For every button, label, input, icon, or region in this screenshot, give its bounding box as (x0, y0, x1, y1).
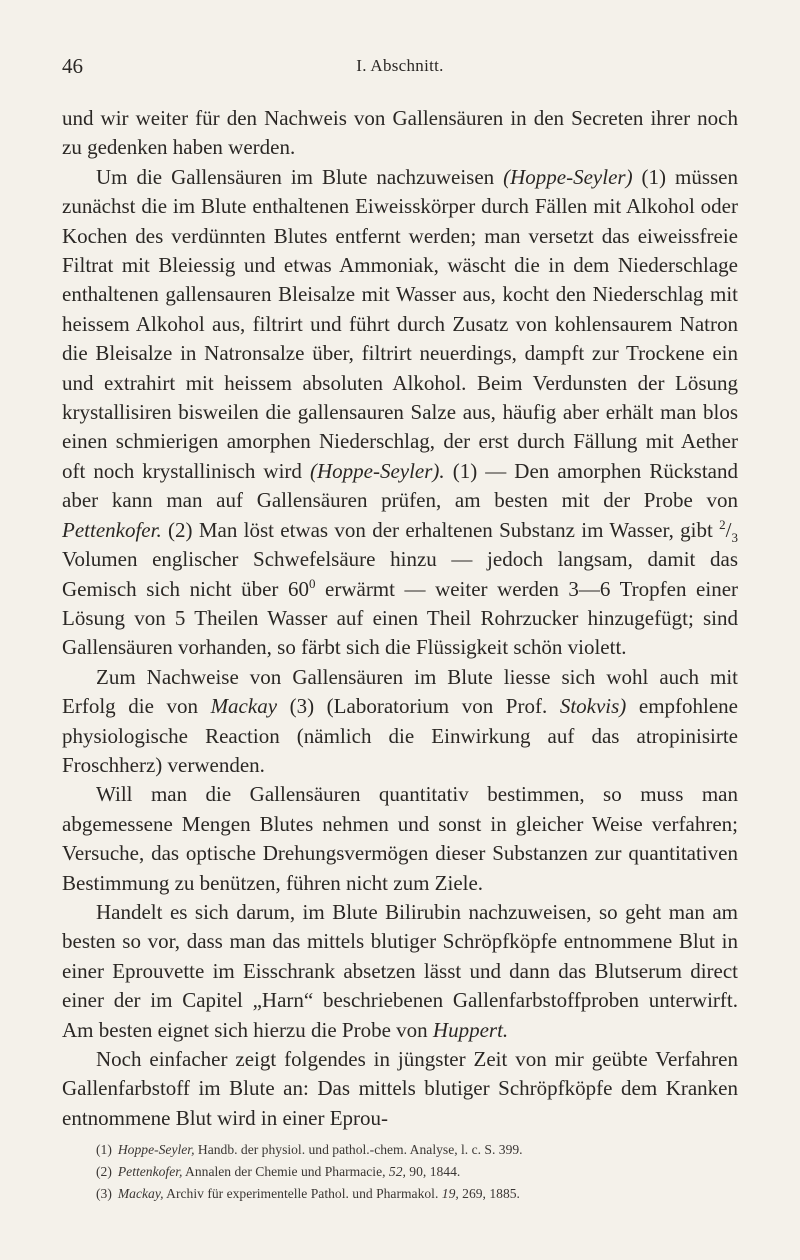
citation-pettenkofer: Pettenkofer. (62, 517, 162, 542)
footnote-label: (1) (96, 1142, 112, 1158)
paragraph-5 (62, 898, 738, 1045)
running-head: I. Abschnitt. (356, 56, 444, 75)
text-run: (1) — Den amorphen Rückstand aber kann man auf Gallensäuren prüfen, am besten mit der Probe von (62, 458, 738, 513)
paragraph-6: Noch einfacher zeigt folgendes in jüngster Zeit von mir geübte Verfahren Gallenfarbstoff im Blute an: Das mittels blutiger Schröpfköpfe dem Kranken entnommene Blut wird in einer Eprou- (62, 1047, 738, 1130)
text-run: (2) Man löst etwas von der erhaltenen Substanz im Wasser, gibt (161, 517, 720, 542)
footnote-label: (3) (96, 1186, 112, 1202)
footnote-1 (62, 1139, 738, 1161)
degree-mark: 0 (308, 575, 316, 591)
body-text (62, 104, 738, 1133)
text-run: empfohlene physiologische Reaction (nämlich die Einwirkung auf das atropinisirte Froschherz) verwenden. (62, 694, 739, 777)
citation-stokvis: Stokvis) (559, 694, 627, 719)
footnote-author: Mackay, (117, 1186, 164, 1202)
footnote-rest: 90, 1844. (405, 1164, 461, 1180)
page-number: 46 (62, 54, 83, 78)
citation-mackay: Mackay (210, 694, 278, 719)
citation-hoppe-seyler-2: (Hoppe-Seyler). (309, 458, 445, 483)
paragraph-3 (62, 663, 738, 781)
footnote-label: (2) (96, 1164, 112, 1180)
footnote-rest: 269, 1885. (458, 1186, 520, 1202)
book-page (62, 54, 738, 1205)
footnote-3 (62, 1183, 738, 1205)
text-run: erwärmt — weiter werden 3—6 Tropfen einer Lösung von 5 Theilen Wasser auf einen Theil Rohrzucker hinzugefügt; sind Gallensäuren vorhanden, so färbt sich die Flüssigkeit schön violett. (62, 576, 739, 660)
paragraph-4: Will man die Gallensäuren quantitativ bestimmen, so muss man abgemessene Mengen Blutes nehmen und sonst in gleicher Weise verfahren; Versuche, das optische Drehungsvermögen dieser Substanzen zur quantitativen Bestimmung zu benützen, führen nicht zum Ziele. (62, 782, 738, 895)
text-run: Handelt es sich darum, im Blute Bilirubin nachzuweisen, so geht man am besten so vor, dass man das mittels blutiger Schröpfköpfe entnommene Blut in einer Eprouvette im Eisschrank absetzen lässt und dann das Blutserum direct einer der im Capitel „Harn“ beschriebenen Gallenfarbstoffproben unterwirft. Am besten eignet sich hierzu die Probe von (62, 899, 738, 1042)
paragraph-2: Um die Gallensäuren im Blute nachzuweisen (Hoppe-Seyler) (1) müssen zunächst die im Blute enthaltenen Eiweisskörper durch Fällen mit Alkohol oder Kochen des verdünnten Blutes entfernt werden; man versetzt das eiweissfreie Filtrat mit Bleiessig und etwas Ammoniak, wäscht die in dem Niederschlage enthaltenen gallensauren Bleisalze mit Wasser aus, kocht den Niederschlag mit heissem Alkohol aus, filtrirt und führt durch Zusatz von kohlensaurem Natron die Bleisalze in Natronsalze über, filtrirt neuerdings, dampft zur Trockene ein und extrahirt mit heissem absoluten Alkohol. Beim Verdunsten der Lösung krystallisiren bisweilen die gallensauren Salze aus, häufig aber erhält man blos einen schmierigen amorphen Niederschlag, der erst durch Fällung mit Aether oft noch krystallinisch wird (Hoppe-Seyler). (1) — Den amorphen Rückstand aber kann man auf Gallensäuren prüfen, am besten mit der Probe von Pettenkofer. (2) Man löst etwas von der erhaltenen Substanz im Wasser, gibt $^2/_3$ Volumen englischer Schwefelsäure hinzu — jedoch langsam, damit das Gemisch sich nicht über $60^0$ erwärmt — weiter werden 3—6 Tropfen einer Lösung von 5 Theilen Wasser auf einen Theil Rohrzucker hinzugefügt; sind Gallensäuren vorhanden, so färbt sich die Flüssigkeit schön violett. (62, 164, 739, 660)
text-run: Volumen englischer Schwefelsäure hinzu — jedoch langsam, damit das Gemisch sich nicht über 60 (62, 547, 738, 601)
footnote-2 (62, 1161, 738, 1183)
footnote-volume: 19, (441, 1186, 459, 1202)
footnote-text: Archiv für experimentelle Pathol. und Pharmakol. (163, 1186, 442, 1202)
footnote-volume: 52, (388, 1164, 406, 1180)
fraction-denominator: 3 (731, 529, 738, 545)
citation-hoppe-seyler: (Hoppe-Seyler) (503, 164, 633, 189)
footnote-text: Annalen der Chemie und Pharmacie, (182, 1164, 389, 1180)
text-run: Um die Gallensäuren im Blute nachzuweisen (96, 164, 504, 189)
citation-huppert: Huppert. (432, 1017, 509, 1042)
fraction-numerator: 2 (719, 516, 726, 532)
footnote-author: Pettenkofer, (117, 1164, 183, 1180)
paragraph-1: und wir weiter für den Nachweis von Gallensäuren in den Secreten ihrer noch zu gedenken haben werden. (62, 106, 738, 160)
text-run: Zum Nachweise von Gallensäuren im Blute liesse sich wohl auch mit Erfolg die von (62, 664, 738, 719)
footnote-text: Handb. der physiol. und pathol.-chem. Analyse, l. c. S. 399. (194, 1142, 523, 1158)
text-run: (1) müssen zunächst die im Blute enthaltenen Eiweisskörper durch Fällen mit Alkohol oder Kochen des verdünnten Blutes entfernt werden; man versetzt das eiweissfreie Filtrat mit Bleiessig und etwas Ammoniak, wäscht die in dem Niederschlage enthaltenen gallensauren Bleisalze mit Wasser aus, kocht den Niederschlag mit heissem Alkohol aus, filtrirt und führt durch Zusatz von kohlensaurem Natron die Bleisalze in Natronsalze über, filtrirt neuerdings, dampft zur Trockene ein und extrahirt mit heissem absoluten Alkohol. Beim Verdunsten der Lösung krystallisiren bisweilen die gallensauren Salze aus, häufig aber erhält man blos einen schmierigen amorphen Niederschlag, der erst durch Fällung mit Aether oft noch krystallinisch wird (62, 164, 738, 483)
footnotes (62, 1139, 738, 1205)
text-run: (3) (Laboratorium von Prof. (277, 694, 560, 719)
footnote-author: Hoppe-Seyler, (117, 1142, 195, 1158)
page-header (62, 54, 738, 86)
